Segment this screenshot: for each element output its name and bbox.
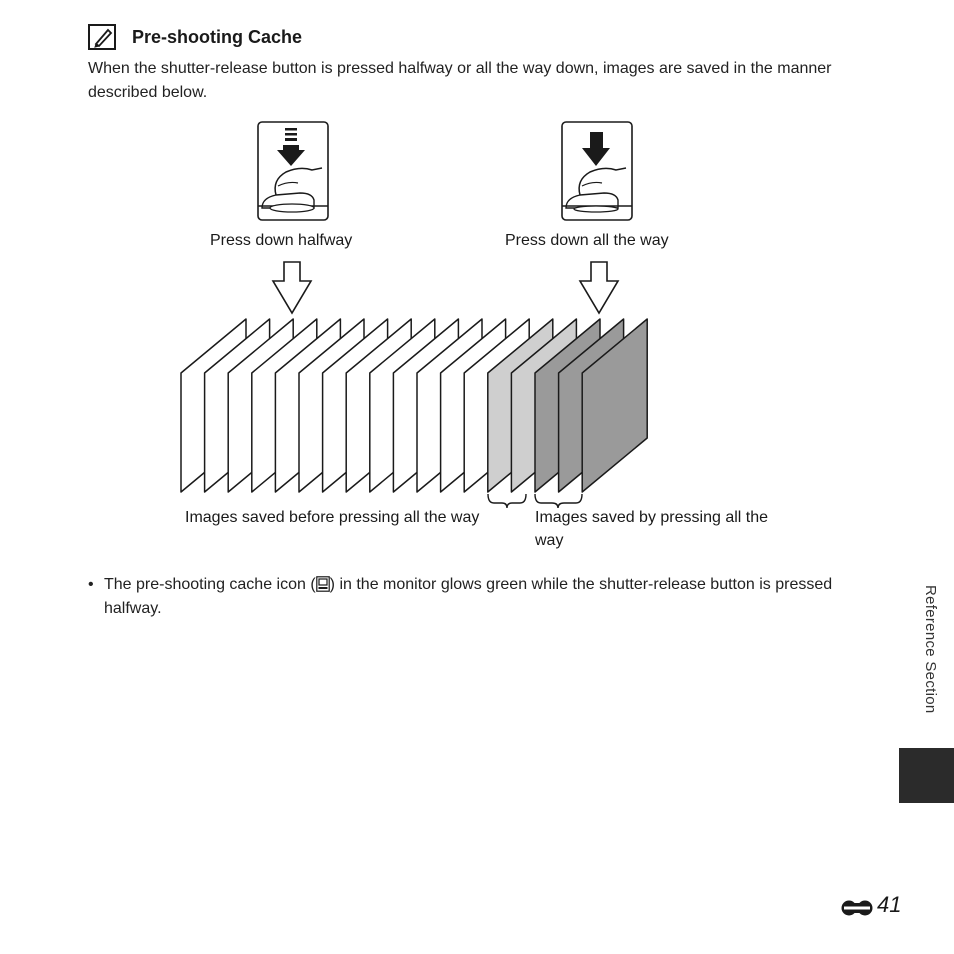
down-arrow-halfway	[273, 262, 311, 313]
frame-unsaved	[252, 319, 317, 492]
pre-shooting-cache-icon	[316, 576, 330, 592]
section-tab	[899, 748, 954, 803]
frame-by	[535, 319, 600, 492]
bullet-dot: •	[88, 576, 94, 593]
bullet-text: The pre-shooting cache icon ( ) in the monitor glows green while the shutter-release button is pressed halfway.	[104, 576, 833, 617]
down-arrow-full	[580, 262, 618, 313]
frame-unsaved	[370, 319, 435, 492]
frame-by	[582, 319, 647, 492]
frame-by	[559, 319, 624, 492]
frame-stack	[181, 319, 647, 492]
note-intro: When the shutter-release button is pressed halfway or all the way down, images are saved in the manner described below.	[88, 60, 832, 101]
frame-unsaved	[181, 319, 246, 492]
frame-unsaved	[464, 319, 529, 492]
section-label: Reference Section	[922, 585, 939, 714]
frame-unsaved	[323, 319, 388, 492]
frame-unsaved	[205, 319, 270, 492]
shutter-half-press-illustration	[258, 122, 328, 220]
pencil-note-icon	[88, 24, 116, 50]
frame-unsaved	[275, 319, 340, 492]
press-full-label: Press down all the way	[505, 232, 669, 249]
frame-before	[488, 319, 553, 492]
frame-unsaved	[441, 319, 506, 492]
brace-before	[488, 494, 526, 508]
frame-before	[511, 319, 576, 492]
binocular-e-icon	[840, 896, 874, 920]
frame-unsaved	[417, 319, 482, 492]
page-number-text: 41	[877, 892, 902, 917]
images-by-label: Images saved by pressing all the way	[535, 509, 769, 549]
frame-unsaved	[299, 319, 364, 492]
frame-unsaved	[346, 319, 411, 492]
note-title: Pre-shooting Cache	[132, 27, 303, 47]
press-half-label: Press down halfway	[210, 232, 353, 249]
shutter-full-press-illustration	[562, 122, 632, 220]
frame-unsaved	[393, 319, 458, 492]
images-before-label: Images saved before pressing all the way	[185, 509, 480, 526]
frame-unsaved	[228, 319, 293, 492]
